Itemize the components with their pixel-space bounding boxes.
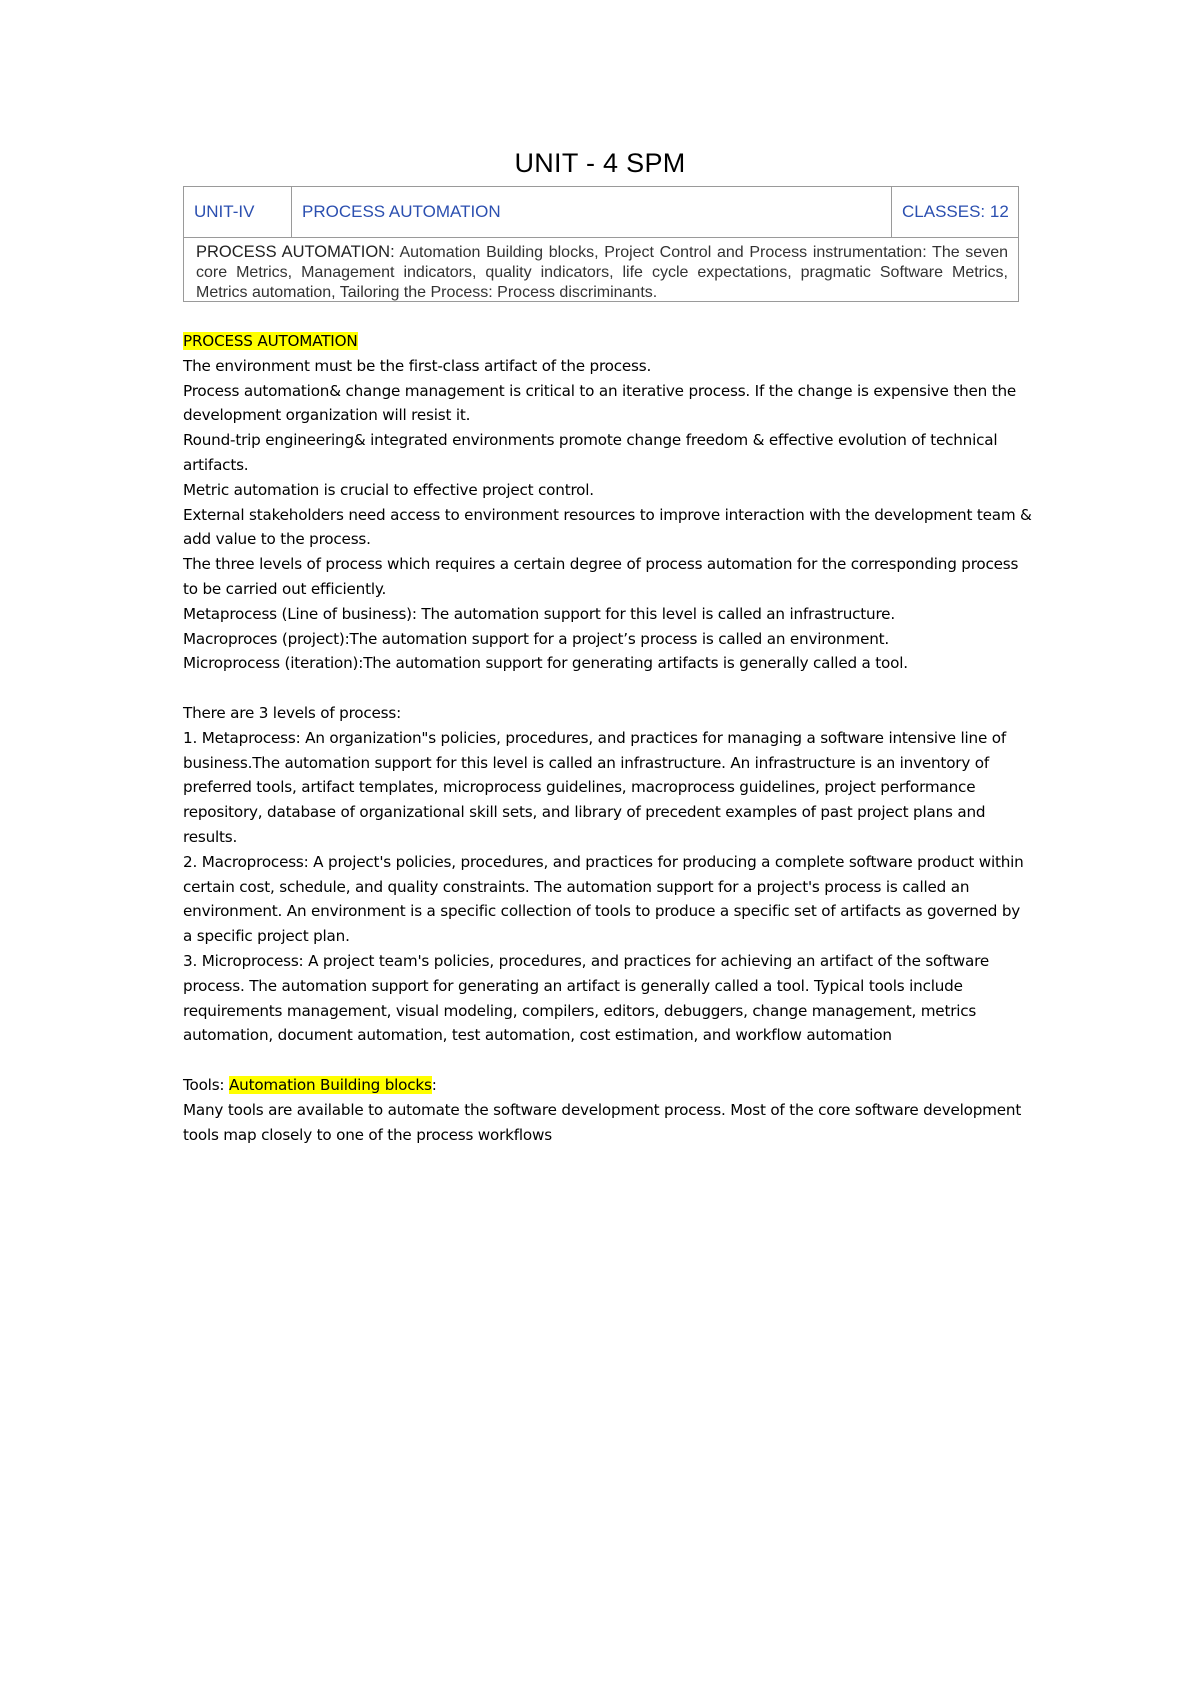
syllabus-header-row xyxy=(184,187,1018,238)
tools-suffix: : xyxy=(431,1075,437,1094)
paragraph: Macroproces (project):The automation support for a project’s process is called an environment. xyxy=(183,629,890,648)
document-body xyxy=(183,329,1033,1147)
list-item-metaprocess: 1. Metaprocess: An organization"s policies, procedures, and practices for managing a software intensive line of business.The automation support for this level is called an infrastructure. An infrastructure is an inventory of preferred tools, artifact templates, microprocess guidelines, macroprocess guidelines, project performance repository, database of organizational skill sets, and library of precedent examples of past project plans and results. xyxy=(183,728,1006,846)
highlighted-heading: Automation Building blocks xyxy=(228,1075,432,1094)
syllabus-unit-cell: UNIT-IV xyxy=(184,187,292,237)
paragraph: Round-trip engineering& integrated environments promote change freedom & effective evolution of technical artifacts. xyxy=(183,431,998,474)
highlighted-heading: PROCESS AUTOMATION xyxy=(183,332,358,350)
syllabus-description-text: Automation Building blocks, Project Control and Process instrumentation: The seven core Metrics, Management indicators, quality indicators, life cycle expectations, pragmatic Software Metrics, Metrics automation, Tailoring the Process: Process discriminants. xyxy=(196,244,1009,301)
list-item-microprocess: 3. Microprocess: A project team's policies, procedures, and practices for achieving an artifact of the software process. The automation support for generating an artifact is generally called a tool. Typical tools include requirements management, visual modeling, compilers, editors, debuggers, change management, metrics automation, document automation, test automation, cost estimation, and workflow automation xyxy=(183,951,989,1045)
syllabus-classes-cell: CLASSES: 12 xyxy=(902,202,1009,221)
tools-heading xyxy=(183,1073,1033,1098)
paragraph: Metaprocess (Line of business): The automation support for this level is called an infrastructure. xyxy=(183,604,895,623)
paragraph: Microprocess (iteration):The automation support for generating artifacts is generally called a tool. xyxy=(183,654,908,673)
syllabus-table xyxy=(183,186,1019,302)
paragraph: Metric automation is crucial to effective project control. xyxy=(183,480,594,499)
tools-prefix: Tools: xyxy=(183,1075,229,1094)
syllabus-topic-cell: PROCESS AUTOMATION xyxy=(292,187,892,237)
spacer xyxy=(183,676,1033,701)
page-title: UNIT - 4 SPM xyxy=(514,148,686,178)
spacer xyxy=(183,1048,1033,1073)
paragraph: Many tools are available to automate the software development process. Most of the core software development tools map closely to one of the process workflows xyxy=(183,1100,1022,1144)
list-item-macroprocess: 2. Macroprocess: A project's policies, procedures, and practices for producing a complete software product within certain cost, schedule, and quality constraints. The automation support for a project's process is called an environment. An environment is a specific collection of tools to produce a specific set of artifacts as governed by a specific project plan. xyxy=(183,852,1024,946)
levels-intro: There are 3 levels of process: xyxy=(183,703,402,722)
paragraph: The environment must be the first-class artifact of the process. xyxy=(183,356,652,375)
paragraph: External stakeholders need access to environment resources to improve interaction with the development team & add value to the process. xyxy=(183,505,1032,549)
syllabus-description xyxy=(196,242,1008,303)
syllabus-description-label: PROCESS AUTOMATION: xyxy=(196,243,395,261)
section-heading-process-automation xyxy=(183,329,1033,354)
paragraph: Process automation& change management is critical to an iterative process. If the change is expensive then the development organization will resist it. xyxy=(183,381,1017,425)
paragraph: The three levels of process which requires a certain degree of process automation for the corresponding process to be carried out efficiently. xyxy=(183,555,1019,598)
